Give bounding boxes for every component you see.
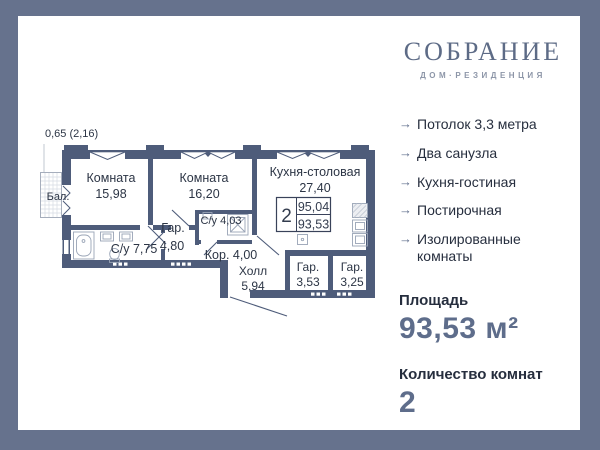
features-list (399, 116, 563, 277)
feature-item (399, 116, 563, 133)
label-balcony: Бал. (46, 191, 70, 203)
feature-item (399, 202, 563, 219)
stamp-area-living: 93,53 (297, 217, 330, 232)
label-room2-name: Комната (179, 171, 229, 185)
label-wardrobe2-area: 3,53 (296, 275, 320, 289)
feature-label: Кухня-гостиная (417, 173, 517, 190)
arrow-bullet-icon: → (399, 231, 412, 247)
rooms-value: 2 (399, 386, 417, 419)
label-hall-area: 5,94 (241, 279, 265, 293)
feature-item (399, 174, 563, 191)
label-corridor: Кор. 4,00 (204, 248, 258, 262)
label-wardrobe2-name: Гар. (296, 260, 320, 274)
apartment-stamp (277, 198, 331, 232)
brand-name: СОБРАНИЕ (403, 37, 563, 66)
floor-plan (25, 120, 385, 320)
stamp-rooms-count: 2 (281, 206, 292, 227)
label-bathroom-big: С/у 7,75 (110, 242, 158, 256)
arrow-bullet-icon: → (399, 144, 412, 160)
label-wardrobe3-name: Гар. (340, 260, 364, 274)
label-room2-area: 16,20 (188, 187, 220, 201)
label-bathroom-small: С/у 4,03 (200, 215, 242, 227)
balcony-dimension: 0,65 (2,16) (45, 128, 99, 140)
stamp-area-total: 95,04 (297, 200, 330, 214)
feature-item (399, 145, 563, 162)
label-room1-area: 15,98 (95, 187, 127, 201)
summary-block (399, 292, 569, 420)
area-value: 93,53 м² (399, 312, 519, 345)
label-kitchen-area: 27,40 (299, 181, 331, 195)
feature-item (399, 231, 563, 265)
brand-logo (385, 37, 581, 80)
label-wardrobe1-area: 4,80 (159, 239, 185, 253)
label-wardrobe1-name: Гар. (161, 221, 185, 235)
feature-label: Постирочная (417, 202, 502, 219)
feature-label: Два санузла (417, 144, 498, 161)
arrow-bullet-icon: → (399, 173, 412, 189)
label-kitchen-name: Кухня-столовая (269, 165, 361, 179)
label-hall-name: Холл (238, 264, 268, 278)
label-wardrobe3-area: 3,25 (340, 275, 364, 289)
label-room1-name: Комната (86, 171, 136, 185)
area-label: Площадь (399, 292, 469, 309)
brand-tagline: ДОМ·РЕЗИДЕНЦИЯ (420, 71, 546, 80)
feature-label: Изолированные комнаты (417, 231, 521, 264)
bathtub-icon (74, 232, 95, 259)
arrow-bullet-icon: → (399, 116, 412, 131)
feature-label: Потолок 3,3 метра (417, 116, 537, 132)
sink-icons (101, 232, 133, 241)
rooms-label: Количество комнат (399, 366, 543, 383)
arrow-bullet-icon: → (399, 202, 412, 218)
